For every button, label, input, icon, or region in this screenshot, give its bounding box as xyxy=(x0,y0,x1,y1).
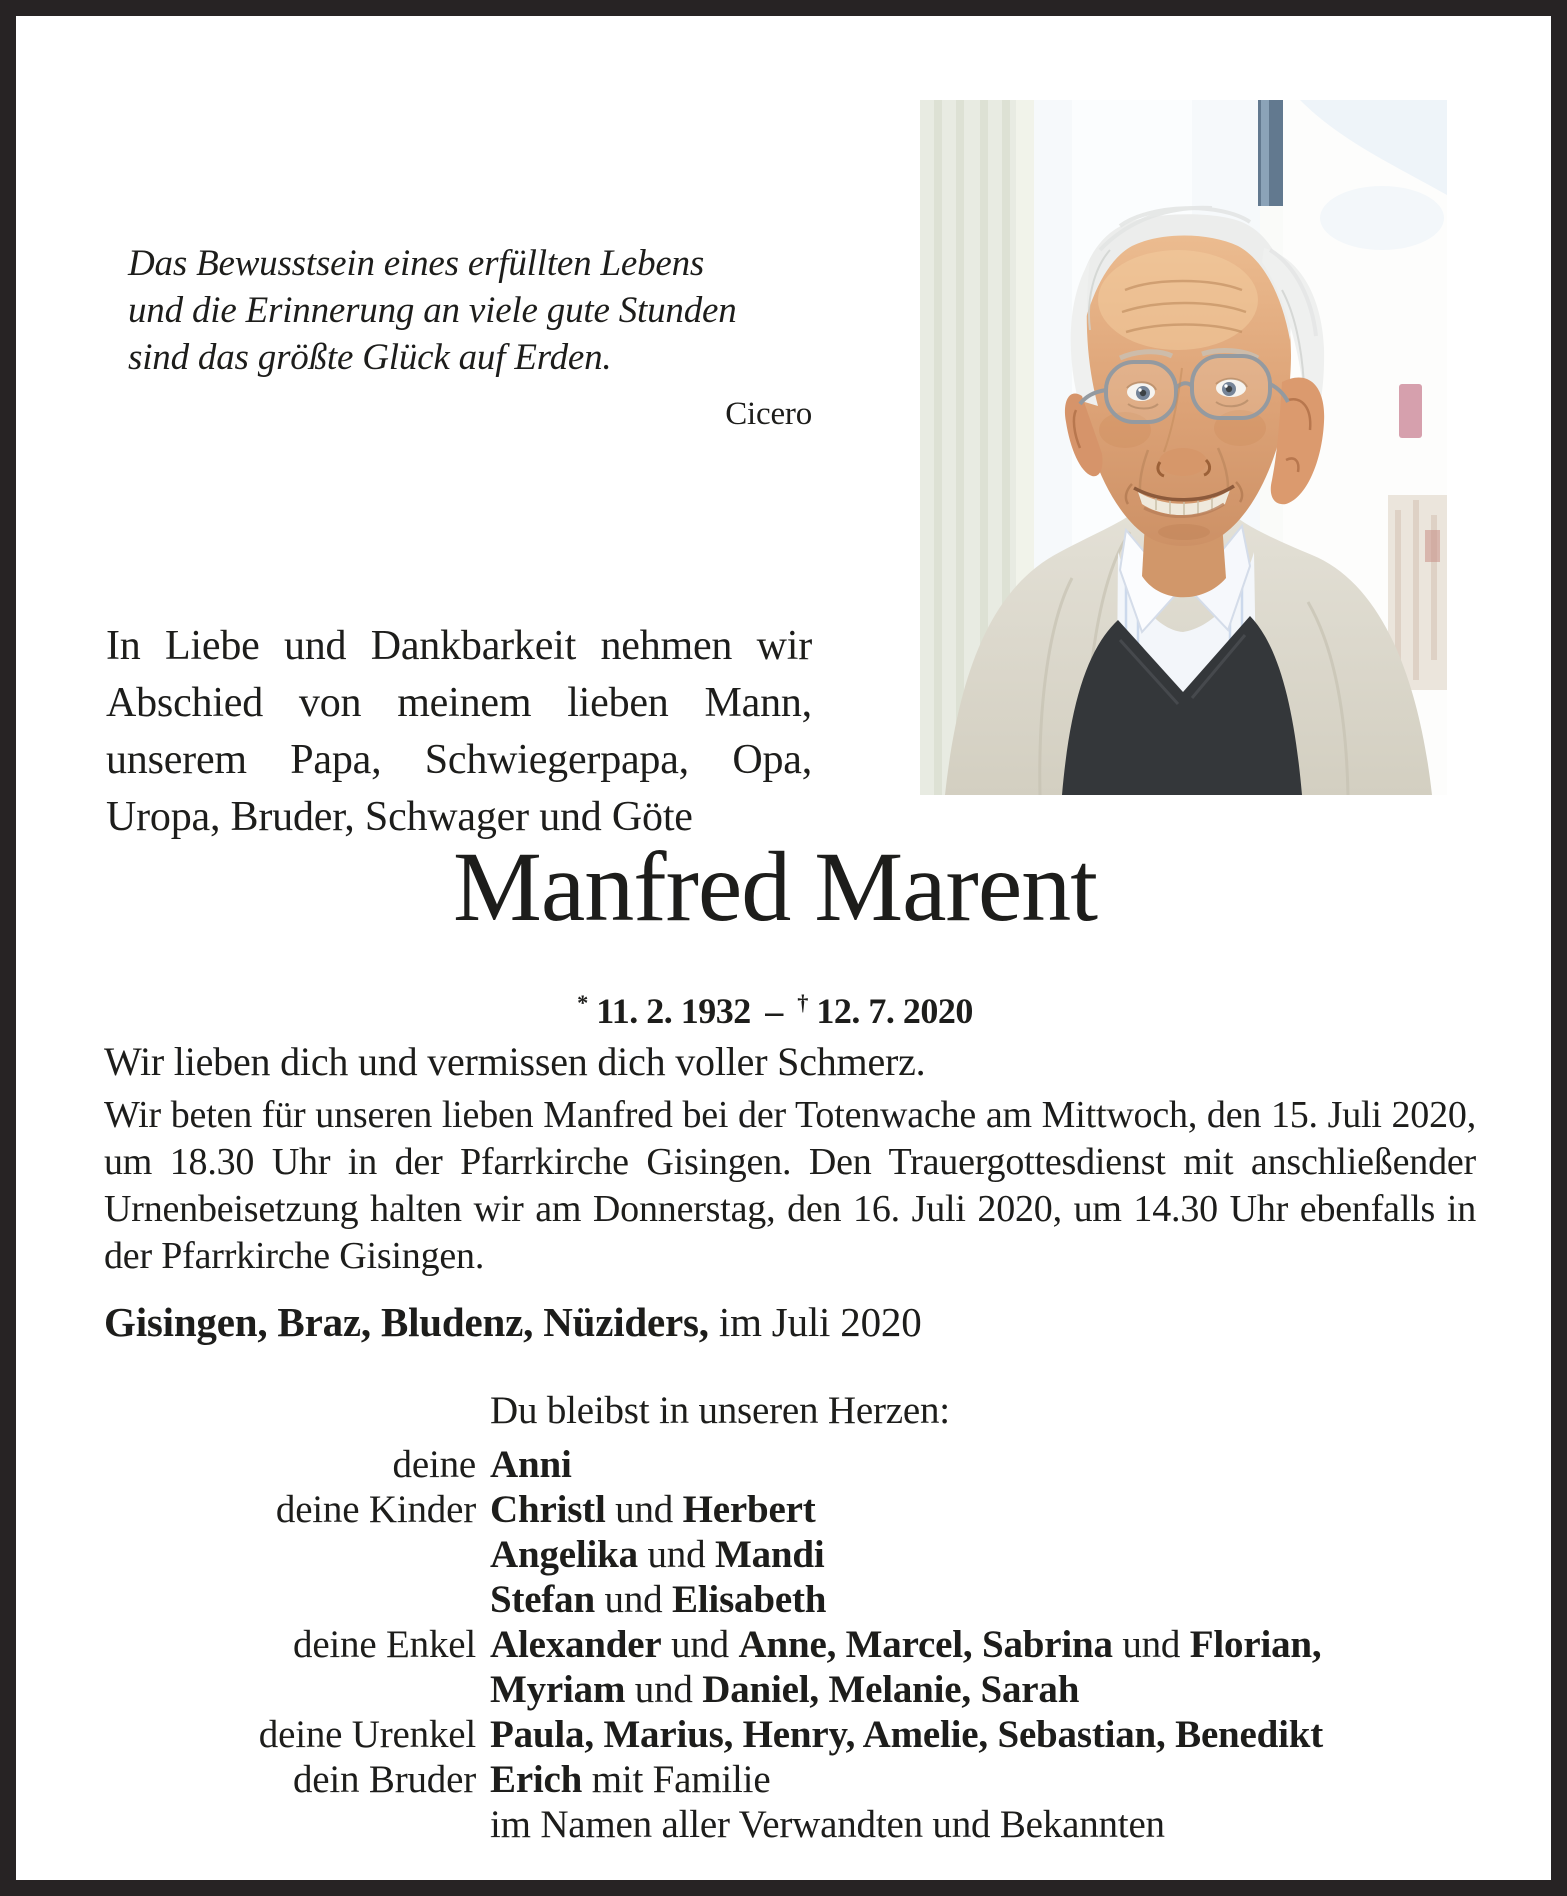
quote-line: sind das größte Glück auf Erden. xyxy=(128,337,612,378)
family-row-label xyxy=(100,1667,490,1712)
life-dates xyxy=(100,990,1450,1032)
pink-object xyxy=(1399,384,1422,438)
family-row xyxy=(100,1577,1530,1622)
location-places: Gisingen, Braz, Bludenz, Nüziders, xyxy=(104,1299,709,1345)
family-row-label xyxy=(100,1532,490,1577)
family-row-label: deine Kinder xyxy=(275,1488,476,1531)
quote-line: und die Erinnerung an viele gute Stunden xyxy=(128,290,737,331)
family-row-label: deine xyxy=(392,1443,476,1486)
birth-star-symbol: * xyxy=(577,990,588,1015)
family-row-label: deine Enkel xyxy=(293,1623,476,1666)
family-row-names: Paula, Marius, Henry, Amelie, Sebastian, Benedikt xyxy=(490,1713,1324,1756)
family-list-header-row xyxy=(100,1388,1530,1433)
family-row xyxy=(100,1532,1530,1577)
family-row xyxy=(100,1802,1530,1847)
nose xyxy=(1159,448,1207,476)
family-row xyxy=(100,1757,1530,1802)
family-row-names: Christl und Herbert xyxy=(490,1488,816,1531)
intro-paragraph: In Liebe und Dankbarkeit nehmen wir Abschied von meinem lieben Mann, unserem Papa, Schwiegerpapa, Opa, Uropa, Bruder, Schwager und Göte xyxy=(106,623,812,840)
dates-separator: – xyxy=(765,991,783,1031)
family-row-label xyxy=(100,1577,490,1622)
family-row-names: Erich mit Familie xyxy=(490,1758,771,1801)
quote-line: Das Bewusstsein eines erfüllten Lebens xyxy=(128,243,705,284)
deceased-name: Manfred Marent xyxy=(452,831,1098,942)
location-line xyxy=(104,1298,1484,1346)
family-row-names: Angelika und Mandi xyxy=(490,1533,825,1576)
family-row xyxy=(100,1712,1530,1757)
location-date: im Juli 2020 xyxy=(708,1299,922,1345)
portrait-photo xyxy=(920,100,1447,795)
family-row-names: Stefan und Elisabeth xyxy=(490,1578,827,1621)
service-announcement: Wir beten für unseren lieben Manfred bei der Totenwache am Mittwoch, den 15. Juli 2020, um 18.30 Uhr in der Pfarrkirche Gisingen. Den Trauergottesdienst mit anschließender Urnenbeisetzung halten wir am Donnerstag, den 16. Juli 2020, um 14.30 Uhr ebenfalls in der Pfarrkirche Gisingen. xyxy=(104,1094,1476,1277)
farewell-header: Du bleibst in unseren Herzen: xyxy=(490,1389,950,1432)
family-row-names: Myriam und Daniel, Melanie, Sarah xyxy=(490,1668,1080,1711)
family-row xyxy=(100,1487,1530,1532)
family-list xyxy=(100,1388,1530,1847)
portrait-photo-illustration xyxy=(920,100,1447,795)
quote-attribution: Cicero xyxy=(725,396,812,432)
birth-date: 11. 2. 1932 xyxy=(596,991,751,1031)
family-row xyxy=(100,1442,1530,1487)
family-list-rows xyxy=(100,1442,1530,1847)
family-row xyxy=(100,1622,1530,1667)
family-row-label: deine Urenkel xyxy=(258,1713,476,1756)
family-row-names: im Namen aller Verwandten und Bekannten xyxy=(490,1803,1165,1846)
family-row-label xyxy=(100,1802,490,1847)
farewell-message: Wir lieben dich und vermissen dich voller Schmerz. xyxy=(104,1039,926,1084)
family-row-names: Alexander und Anne, Marcel, Sabrina und Florian, xyxy=(490,1623,1322,1666)
family-row-label: dein Bruder xyxy=(293,1758,476,1801)
death-date: 12. 7. 2020 xyxy=(816,991,973,1031)
quote-block xyxy=(128,240,818,438)
family-row-names: Anni xyxy=(490,1443,572,1486)
death-cross-symbol: † xyxy=(797,990,808,1015)
family-row-label xyxy=(100,1388,490,1433)
family-row xyxy=(100,1667,1530,1712)
